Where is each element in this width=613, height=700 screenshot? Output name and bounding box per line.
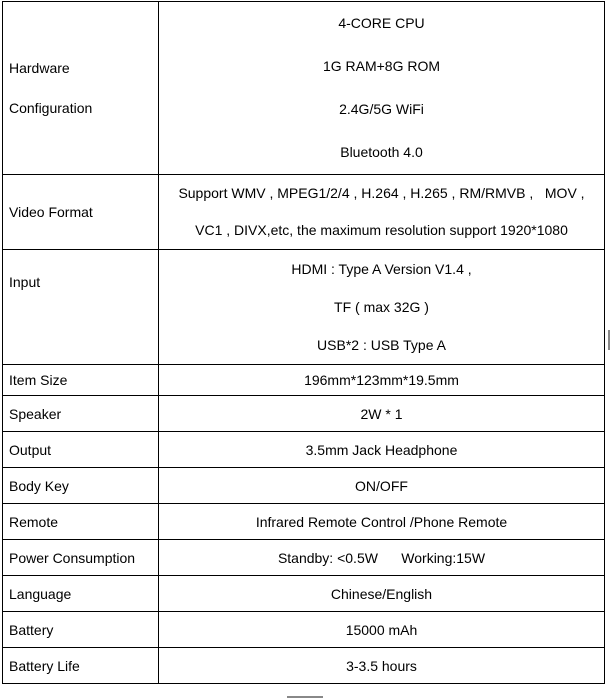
- spec-key-cell: [3, 175, 159, 250]
- spec-value-line: TF ( max 32G ): [334, 299, 429, 315]
- spec-value-line: HDMI : Type A Version V1.4 ,: [291, 261, 472, 277]
- spec-table: [2, 1, 605, 684]
- spec-row-item-size: [3, 365, 605, 396]
- spec-value-cell: [159, 175, 605, 250]
- spec-row-body-key: [3, 468, 605, 504]
- spec-value-cell: [159, 2, 605, 175]
- spec-value-line: 4-CORE CPU: [338, 15, 425, 31]
- spec-key-line: Video Format: [9, 204, 93, 220]
- spec-value-cell: Standby: <0.5W Working:15W: [159, 540, 605, 576]
- spec-key-line: Input: [9, 274, 41, 290]
- spec-key-line: Hardware: [9, 60, 70, 76]
- spec-row-power-consumption: [3, 540, 605, 576]
- spec-value-cell: Infrared Remote Control /Phone Remote: [159, 504, 605, 540]
- spec-value-cell: 3-3.5 hours: [159, 648, 605, 684]
- spec-value-cell: Chinese/English: [159, 576, 605, 612]
- spec-row-language: [3, 576, 605, 612]
- spec-key-cell: Speaker: [3, 396, 159, 432]
- spec-row-output: [3, 432, 605, 468]
- spec-row-input: [3, 250, 605, 365]
- spec-key-cell: [3, 250, 159, 365]
- spec-row-video-format: [3, 175, 605, 250]
- spec-row-hardware: [3, 2, 605, 175]
- spec-row-speaker: [3, 396, 605, 432]
- edge-marker: [608, 330, 610, 350]
- spec-key-cell: Remote: [3, 504, 159, 540]
- spec-value-line: Support WMV , MPEG1/2/4 , H.264 , H.265 , RM/RMVB , MOV ,: [178, 185, 585, 201]
- spec-value-cell: 15000 mAh: [159, 612, 605, 648]
- spec-key-cell: Language: [3, 576, 159, 612]
- spec-value-cell: 3.5mm Jack Headphone: [159, 432, 605, 468]
- edge-marker: [287, 696, 323, 698]
- spec-key-cell: Battery Life: [3, 648, 159, 684]
- spec-value-cell: 2W * 1: [159, 396, 605, 432]
- spec-key-cell: Body Key: [3, 468, 159, 504]
- spec-value-line: USB*2 : USB Type A: [317, 337, 446, 353]
- spec-row-battery: [3, 612, 605, 648]
- spec-value-line: 2.4G/5G WiFi: [339, 101, 424, 117]
- spec-value-cell: [159, 250, 605, 365]
- spec-key-cell: Power Consumption: [3, 540, 159, 576]
- spec-key-cell: Battery: [3, 612, 159, 648]
- spec-value-cell: ON/OFF: [159, 468, 605, 504]
- spec-value-line: 1G RAM+8G ROM: [322, 58, 441, 74]
- spec-key-cell: Output: [3, 432, 159, 468]
- spec-value-line: Bluetooth 4.0: [340, 144, 423, 160]
- spec-key-cell: Item Size: [3, 365, 159, 396]
- spec-key-cell: [3, 2, 159, 175]
- spec-key-line: Configuration: [9, 100, 93, 116]
- spec-row-battery-life: [3, 648, 605, 684]
- spec-value-cell: 196mm*123mm*19.5mm: [159, 365, 605, 396]
- spec-value-line: VC1 , DIVX,etc, the maximum resolution support 1920*1080: [195, 222, 568, 238]
- spec-row-remote: [3, 504, 605, 540]
